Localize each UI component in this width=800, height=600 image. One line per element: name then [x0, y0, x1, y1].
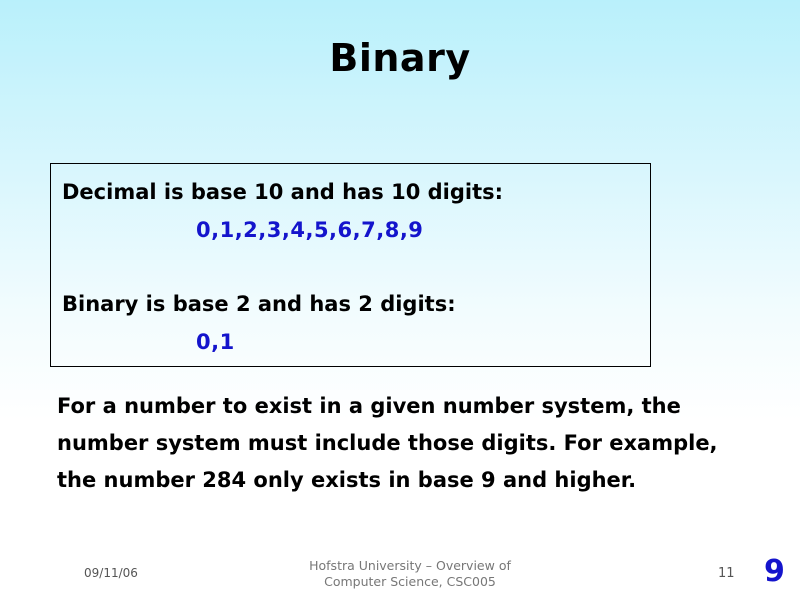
binary-base-label: Binary is base 2 and has 2 digits: [62, 292, 456, 316]
page-title: Binary [329, 36, 471, 80]
body-paragraph: For a number to exist in a given number system, the number system must include those digits. For example, the number 284 only exists in base 9 and higher. [57, 394, 718, 492]
footer-course-line-2: Computer Science, CSC005 [324, 574, 496, 589]
slide-footer [0, 554, 800, 600]
footer-date: 09/11/06 [84, 566, 138, 580]
definition-box [50, 163, 651, 367]
footer-course-line-1: Hofstra University – Overview of [309, 558, 511, 573]
footer-page-number: 11 [718, 566, 735, 581]
decimal-digits-value: 0,1,2,3,4,5,6,7,8,9 [196, 218, 424, 242]
decimal-base-label: Decimal is base 10 and has 10 digits: [62, 180, 504, 204]
footer-course-info [260, 558, 560, 590]
footer-big-number: 9 [764, 554, 785, 589]
binary-digits-value: 0,1 [196, 330, 235, 354]
